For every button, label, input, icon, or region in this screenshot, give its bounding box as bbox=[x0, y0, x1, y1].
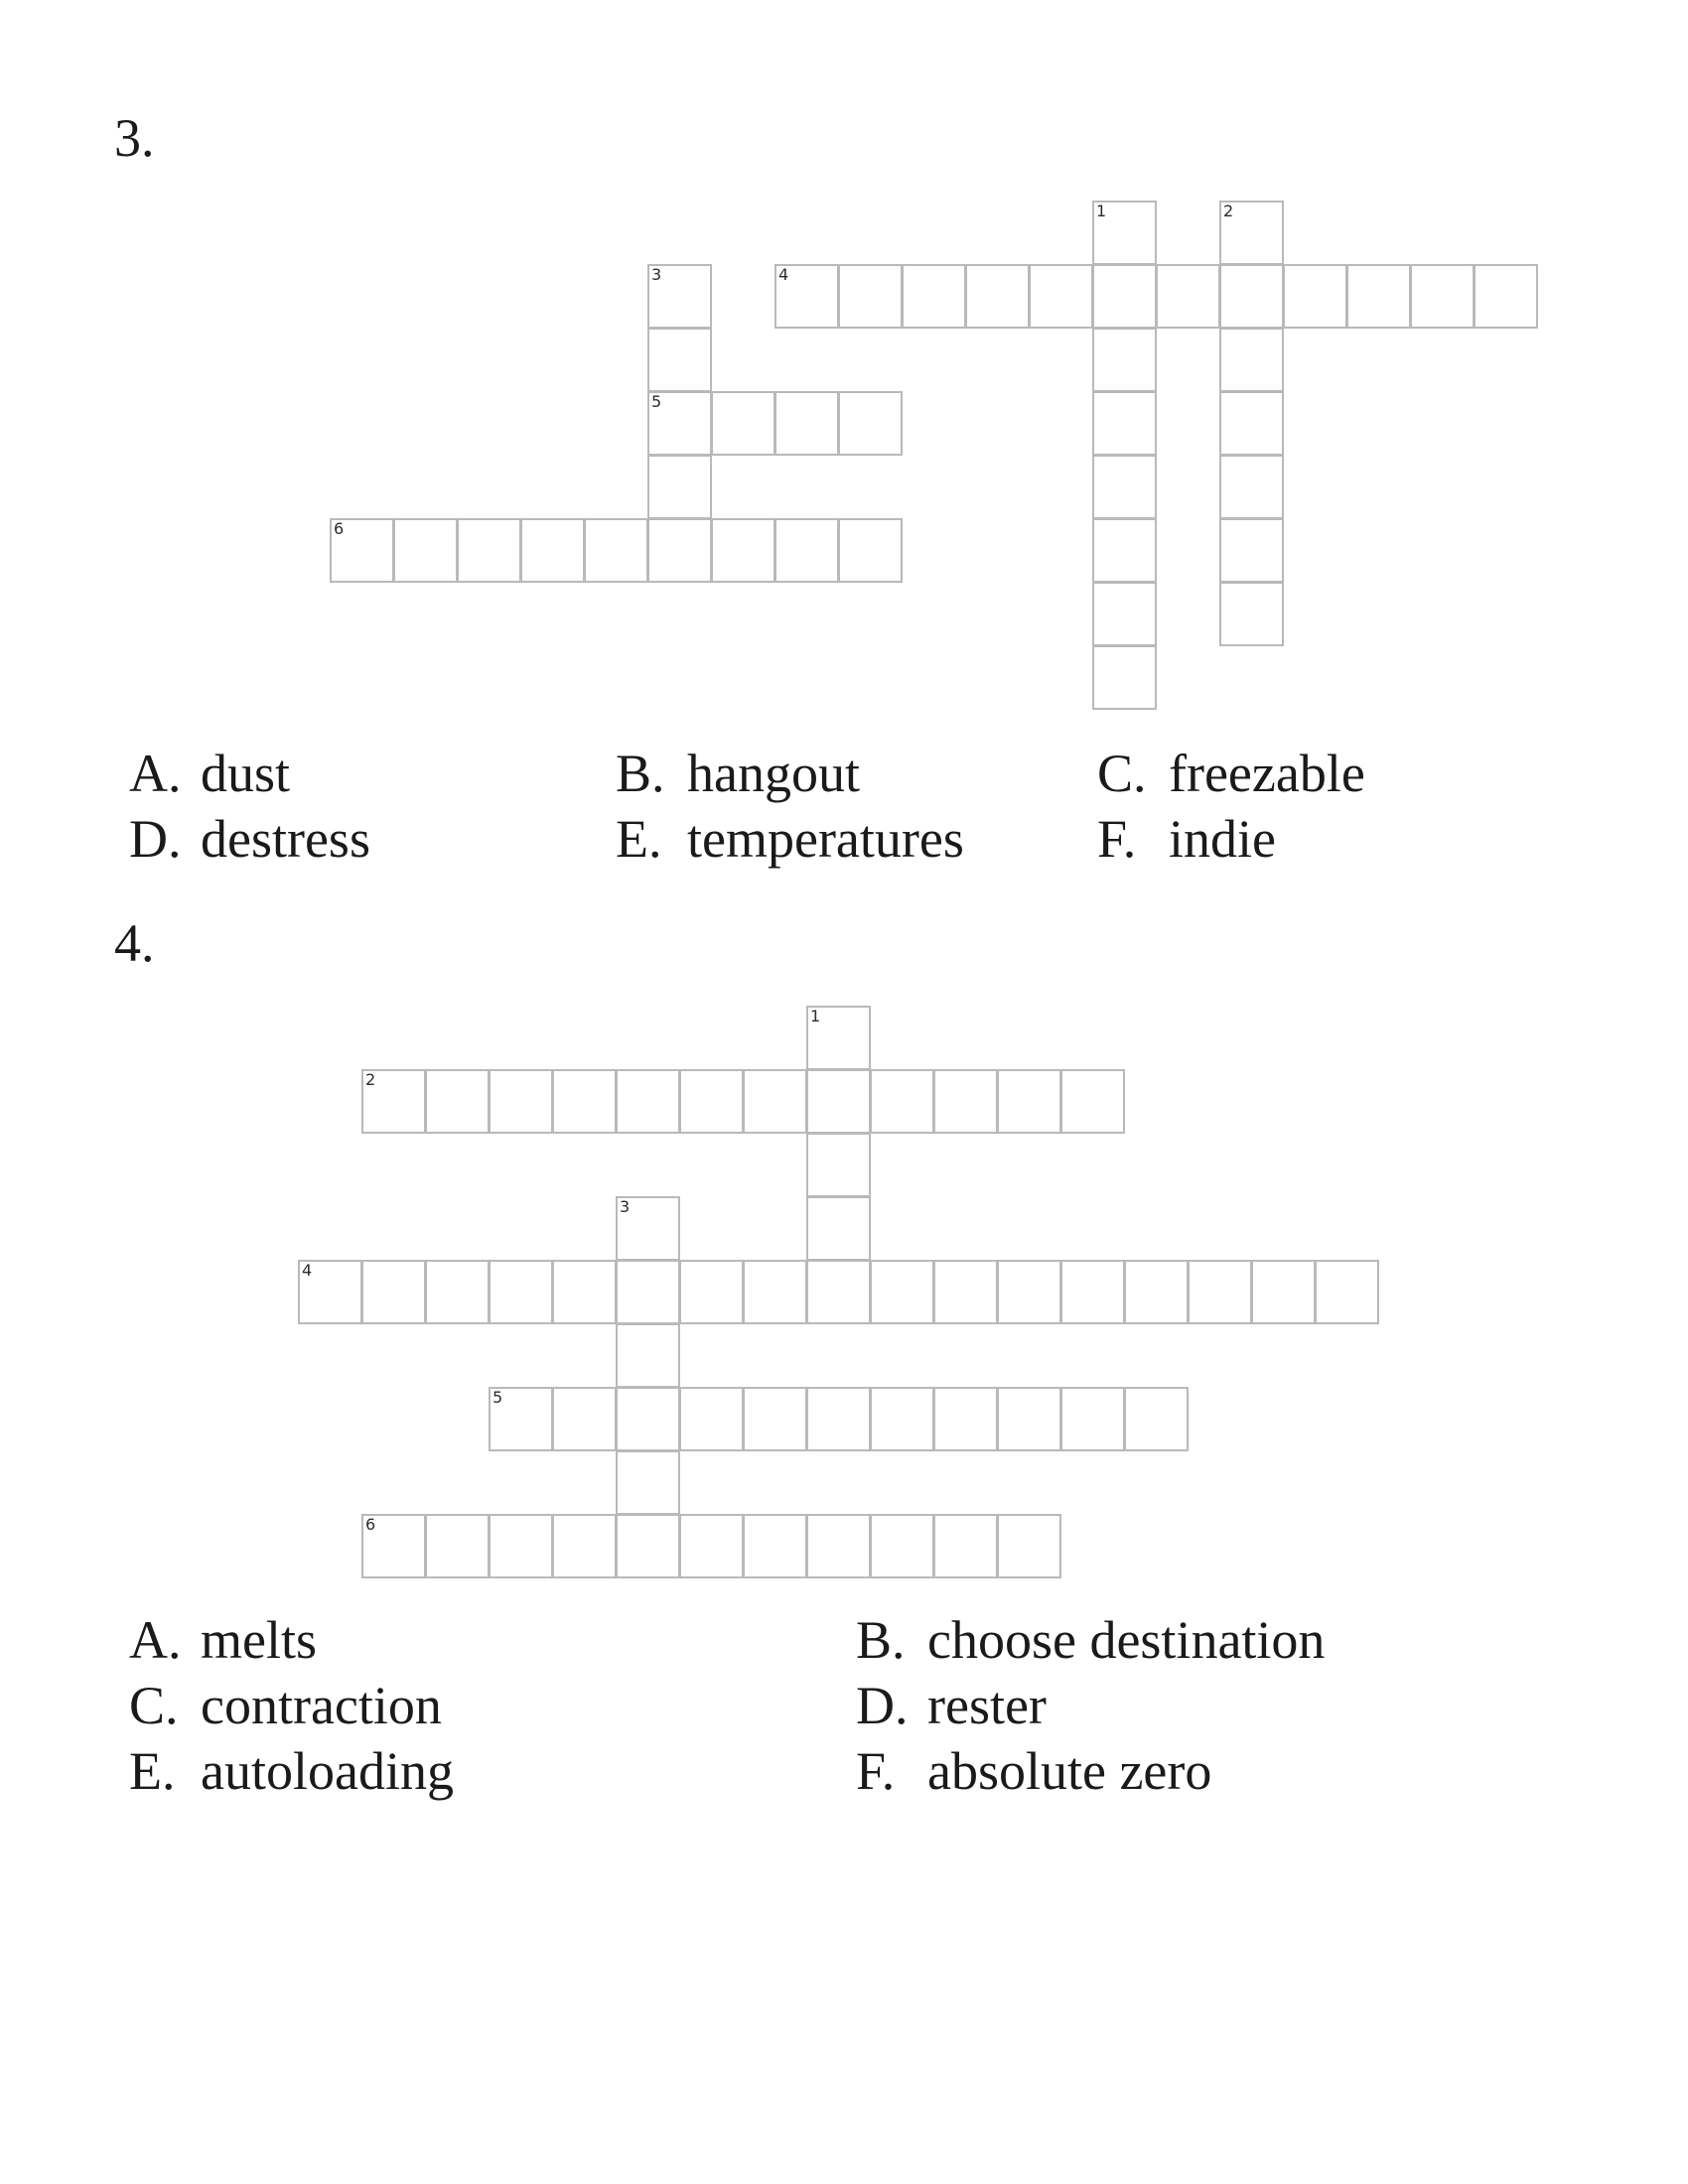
choice-letter: B. bbox=[616, 744, 665, 803]
choice-4F bbox=[856, 1741, 1212, 1801]
choice-letter: F. bbox=[1097, 809, 1137, 869]
choice-letter: C. bbox=[1097, 744, 1147, 803]
choice-4E bbox=[129, 1741, 454, 1801]
crossword-cell bbox=[743, 1069, 807, 1134]
crossword-cell bbox=[997, 1514, 1061, 1578]
crossword-cell bbox=[1124, 1387, 1189, 1451]
crossword-cell bbox=[806, 1514, 871, 1578]
choice-text: temperatures bbox=[687, 809, 964, 869]
clue-number: 2 bbox=[365, 1070, 376, 1089]
crossword-cell bbox=[1251, 1260, 1316, 1324]
crossword-cell bbox=[806, 1196, 871, 1261]
crossword-cell bbox=[552, 1387, 617, 1451]
choice-letter: B. bbox=[856, 1610, 906, 1670]
crossword-cell bbox=[870, 1387, 934, 1451]
crossword-cell bbox=[997, 1260, 1061, 1324]
clue-number: 6 bbox=[365, 1515, 376, 1534]
clue-number: 1 bbox=[810, 1007, 821, 1025]
crossword-cell bbox=[679, 1260, 744, 1324]
crossword-cell bbox=[552, 1514, 617, 1578]
crossword-cell bbox=[679, 1069, 744, 1134]
choice-letter: A. bbox=[129, 744, 182, 803]
crossword-cell bbox=[489, 1387, 553, 1451]
crossword-cell bbox=[743, 1387, 807, 1451]
choice-4C bbox=[129, 1676, 442, 1735]
crossword-cell bbox=[361, 1069, 426, 1134]
choice-text: absolute zero bbox=[927, 1741, 1212, 1801]
crossword-cell bbox=[1124, 1260, 1189, 1324]
problem-4-number: 4. bbox=[114, 913, 155, 973]
choice-text: freezable bbox=[1169, 744, 1365, 803]
choice-text: indie bbox=[1169, 809, 1276, 869]
crossword-cell bbox=[997, 1069, 1061, 1134]
crossword-cell bbox=[806, 1069, 871, 1134]
crossword-cell bbox=[933, 1514, 998, 1578]
crossword-cell bbox=[489, 1069, 553, 1134]
crossword-cell bbox=[425, 1069, 490, 1134]
crossword-cell bbox=[616, 1069, 680, 1134]
choice-4D bbox=[856, 1676, 1047, 1735]
crossword-cell bbox=[552, 1069, 617, 1134]
crossword-cell bbox=[616, 1323, 680, 1388]
crossword-cell bbox=[489, 1260, 553, 1324]
crossword-cell bbox=[870, 1514, 934, 1578]
crossword-cell bbox=[1188, 1260, 1252, 1324]
clue-number: 5 bbox=[651, 392, 662, 411]
crossword-cell bbox=[933, 1387, 998, 1451]
crossword-cell bbox=[806, 1006, 871, 1070]
choice-letter: E. bbox=[129, 1741, 176, 1801]
crossword-cell bbox=[1060, 1387, 1125, 1451]
crossword-cell bbox=[1060, 1069, 1125, 1134]
crossword-cell bbox=[933, 1260, 998, 1324]
crossword-cell bbox=[616, 1196, 680, 1261]
choice-letter: D. bbox=[129, 809, 182, 869]
crossword-cell bbox=[743, 1260, 807, 1324]
clue-number: 1 bbox=[1096, 202, 1107, 220]
clue-number: 3 bbox=[651, 265, 662, 284]
crossword-cell bbox=[806, 1387, 871, 1451]
crossword-cell bbox=[806, 1133, 871, 1197]
crossword-cell bbox=[298, 1260, 362, 1324]
crossword-cell bbox=[1315, 1260, 1379, 1324]
choice-text: autoloading bbox=[201, 1741, 454, 1801]
crossword-cell bbox=[425, 1260, 490, 1324]
choice-letter: E. bbox=[616, 809, 662, 869]
clue-number: 4 bbox=[778, 265, 789, 284]
crossword-cell bbox=[616, 1450, 680, 1515]
choice-text: choose destination bbox=[927, 1610, 1326, 1670]
choice-text: dust bbox=[201, 744, 291, 803]
choice-letter: F. bbox=[856, 1741, 896, 1801]
crossword-cell bbox=[870, 1069, 934, 1134]
choice-text: destress bbox=[201, 809, 370, 869]
crossword-cell bbox=[616, 1514, 680, 1578]
choice-text: contraction bbox=[201, 1676, 442, 1735]
crossword-cell bbox=[489, 1514, 553, 1578]
crossword-cell bbox=[679, 1514, 744, 1578]
crossword-cell bbox=[997, 1387, 1061, 1451]
clue-number: 3 bbox=[620, 1197, 631, 1216]
choice-letter: C. bbox=[129, 1676, 179, 1735]
crossword-cell bbox=[616, 1260, 680, 1324]
clue-number: 5 bbox=[492, 1388, 503, 1407]
crossword-cell bbox=[806, 1260, 871, 1324]
crossword-cell bbox=[870, 1260, 934, 1324]
crossword-cell bbox=[933, 1069, 998, 1134]
crossword-cell bbox=[679, 1387, 744, 1451]
choice-text: hangout bbox=[687, 744, 860, 803]
choice-text: rester bbox=[927, 1676, 1047, 1735]
choice-letter: D. bbox=[856, 1676, 909, 1735]
clue-number: 6 bbox=[334, 519, 345, 538]
crossword-cell bbox=[616, 1387, 680, 1451]
crossword-cell bbox=[361, 1514, 426, 1578]
crossword-cell bbox=[425, 1514, 490, 1578]
crossword-cell bbox=[361, 1260, 426, 1324]
crossword-cell bbox=[1060, 1260, 1125, 1324]
clue-number: 4 bbox=[302, 1261, 313, 1280]
choice-letter: A. bbox=[129, 1610, 182, 1670]
choice-4A bbox=[129, 1610, 317, 1670]
clue-number: 2 bbox=[1223, 202, 1234, 220]
choice-text: melts bbox=[201, 1610, 317, 1670]
crossword-cell bbox=[552, 1260, 617, 1324]
choice-4B bbox=[856, 1610, 1326, 1670]
crossword-cell bbox=[743, 1514, 807, 1578]
problem-3-number: 3. bbox=[114, 108, 155, 168]
